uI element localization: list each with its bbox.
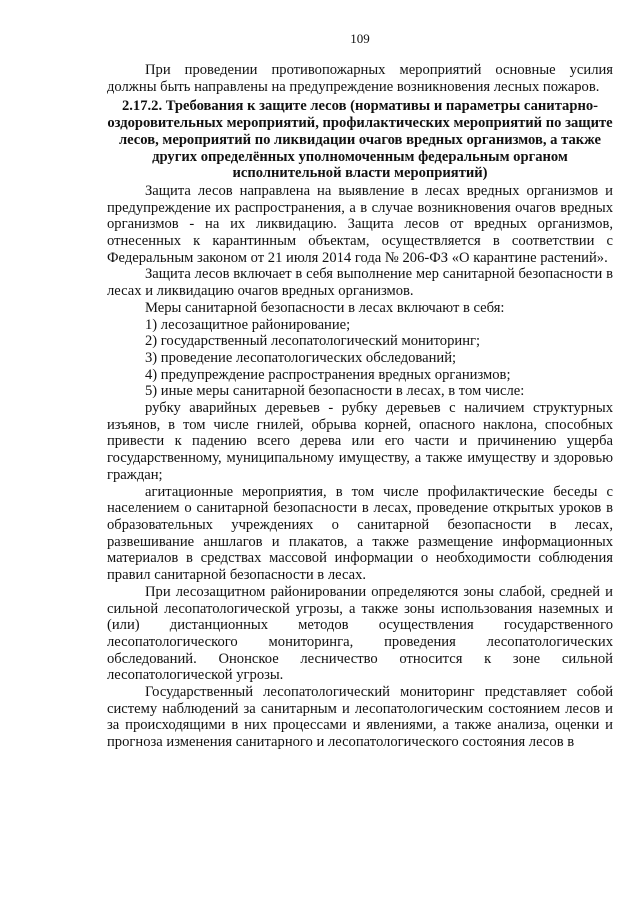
paragraph-measures-intro: Меры санитарной безопасности в лесах включают в себя: (145, 299, 505, 316)
paragraph-emergency-felling: рубку аварийных деревьев - рубку деревьев с наличием структурных изъянов, в том числе гнилей, обрыва корней, опасного наклона, способных привести к падению всего дерева или его части и причинению ущерба государственному, муниципальному имуществу, а также имуществу и здоровью граждан; (107, 400, 613, 483)
list-item: 1) лесозащитное районирование; (145, 316, 351, 333)
paragraph-monitoring: Государственный лесопатологический мониторинг представляет собой систему наблюдений за санитарным и лесопатологическим состоянием лесов и за происходящими в них процессами и явлениями, а также анализа, оценки и прогноза изменения санитарного и лесопатологического состояния лесов в (107, 684, 613, 751)
paragraph-protection-includes: Защита лесов включает в себя выполнение мер санитарной безопасности в лесах и ликвидацию очагов вредных организмов. (107, 266, 613, 300)
section-heading: 2.17.2. Требования к защите лесов (нормативы и параметры санитарно-оздоровительных мероприятий, профилактических мероприятий по защите лесов, мероприятий по ликвидации очагов вредных организмов, а также других определённых уполномоченным федеральным органом исполнительной власти мероприятий) (107, 98, 613, 182)
page-number: 109 (350, 31, 370, 46)
list-item: 5) иные меры санитарной безопасности в лесах, в том числе: (145, 383, 525, 400)
list-item: 4) предупреждение распространения вредных организмов; (145, 366, 511, 383)
paragraph-campaign-measures: агитационные мероприятия, в том числе профилактические беседы с населением о санитарной безопасности в лесах, проведение открытых уроков в образовательных учреждениях о санитарной безопасности в лесах, развешивание аншлагов и плакатов, а также размещение информационных материалов в средствах массовой информации о необходимости соблюдения правил санитарной безопасности в лесах. (107, 483, 613, 584)
paragraph-protection-purpose: Защита лесов направлена на выявление в лесах вредных организмов и предупреждение их распространения, а в случае возникновения очагов вредных организмов - на их ликвидацию. Защита лесов от вредных организмов, отнесенных к карантинным объектам, осуществляется в соответствии с Федеральным законом от 21 июля 2014 года № 206-ФЗ «О карантине растений». (107, 182, 613, 266)
list-item: 3) проведение лесопатологических обследований; (145, 349, 457, 366)
document-body (107, 62, 613, 751)
paragraph-zoning: При лесозащитном районировании определяются зоны слабой, средней и сильной лесопатологической угрозы, а также зоны использования наземных и (или) дистанционных методов осуществления государственного лесопатологического мониторинга, проведения лесопатологических обследований. Ононское лесничество относится к зоне сильной лесопатологической угрозы. (107, 583, 613, 684)
intro-paragraph: При проведении противопожарных мероприятий основные усилия должны быть направлены на предупреждение возникновения лесных пожаров. (107, 62, 613, 95)
list-item: 2) государственный лесопатологический мониторинг; (145, 333, 481, 350)
